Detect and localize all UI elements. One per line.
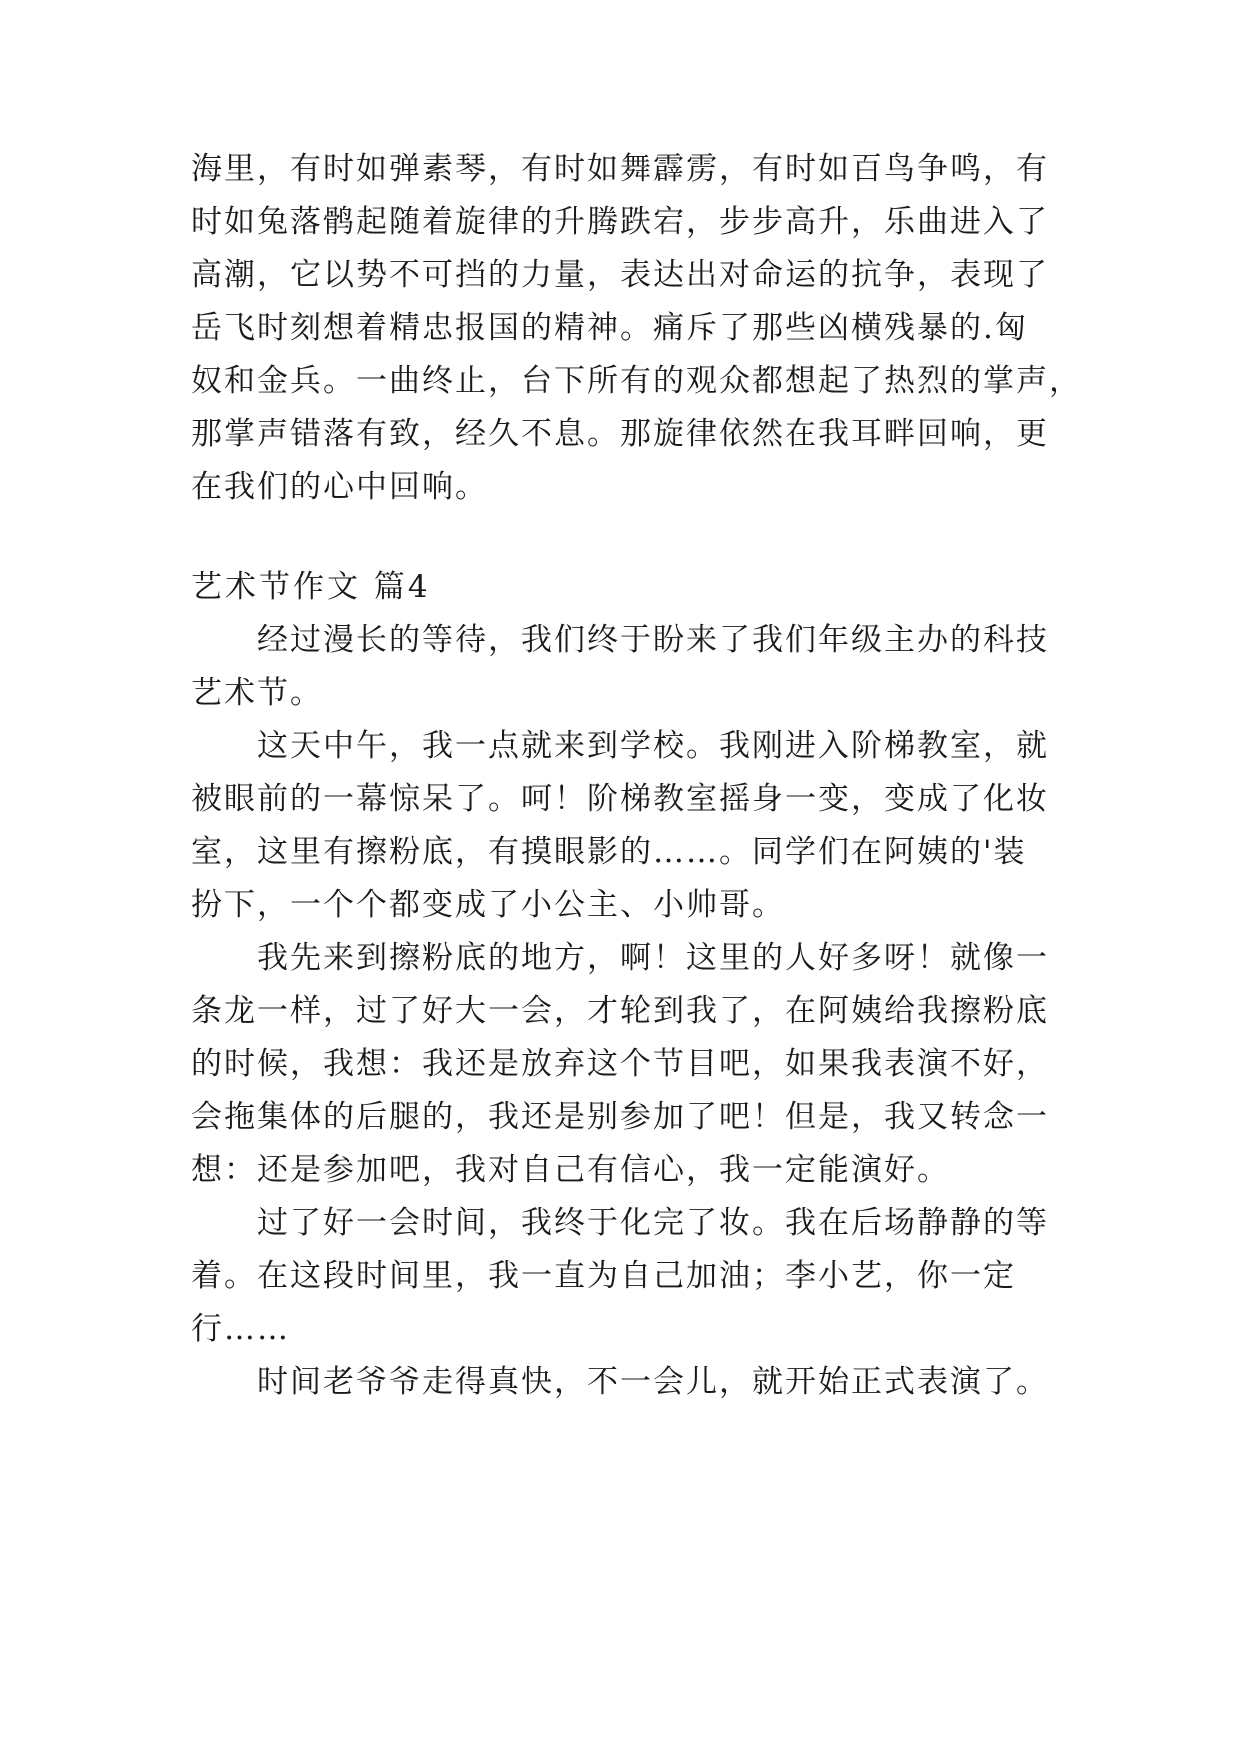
text-line: 的时候，我想：我还是放弃这个节目吧，如果我表演不好， (191, 1046, 1049, 1082)
paragraph-first-line: 这天中午，我一点就来到学校。我刚进入阶梯教室，就 (257, 728, 1049, 764)
paragraph-first-line: 我先来到擦粉底的地方，啊！这里的人好多呀！就像一 (257, 940, 1049, 976)
text-line: 会拖集体的后腿的，我还是别参加了吧！但是，我又转念一 (191, 1099, 1049, 1135)
text-line: 奴和金兵。一曲终止，台下所有的观众都想起了热烈的掌声， (191, 363, 1082, 399)
paragraph-first-line: 时间老爷爷走得真快，不一会儿，就开始正式表演了。 (257, 1364, 1049, 1400)
paragraph-first-line: 过了好一会时间，我终于化完了妆。我在后场静静的等 (257, 1205, 1049, 1241)
text-line: 那掌声错落有致，经久不息。那旋律依然在我耳畔回响，更 (191, 416, 1049, 452)
text-line: 行…… (191, 1311, 290, 1347)
text-line: 被眼前的一幕惊呆了。呵！阶梯教室摇身一变，变成了化妆 (191, 781, 1049, 817)
text-line: 室，这里有擦粉底，有摸眼影的……。同学们在阿姨的'装 (191, 834, 1027, 870)
text-line: 想：还是参加吧，我对自己有信心，我一定能演好。 (191, 1152, 950, 1188)
text-line: 条龙一样，过了好大一会，才轮到我了，在阿姨给我擦粉底 (191, 993, 1049, 1029)
text-line: 扮下，一个个都变成了小公主、小帅哥。 (191, 887, 785, 923)
text-line: 时如兔落鹘起随着旋律的升腾跌宕，步步高升，乐曲进入了 (191, 204, 1049, 240)
text-line: 艺术节。 (191, 675, 323, 711)
text-line: 在我们的心中回响。 (191, 469, 488, 505)
text-line: 高潮，它以势不可挡的力量，表达出对命运的抗争，表现了 (191, 257, 1049, 293)
text-line: 海里，有时如弹素琴，有时如舞霹雳，有时如百鸟争鸣，有 (191, 151, 1049, 187)
text-line: 岳飞时刻想着精忠报国的精神。痛斥了那些凶横残暴的.匈 (191, 310, 1028, 346)
text-line: 着。在这段时间里，我一直为自己加油；李小艺，你一定 (191, 1258, 1016, 1294)
paragraph-first-line: 经过漫长的等待，我们终于盼来了我们年级主办的科技 (257, 622, 1049, 658)
section-heading: 艺术节作文 篇4 (191, 569, 431, 605)
